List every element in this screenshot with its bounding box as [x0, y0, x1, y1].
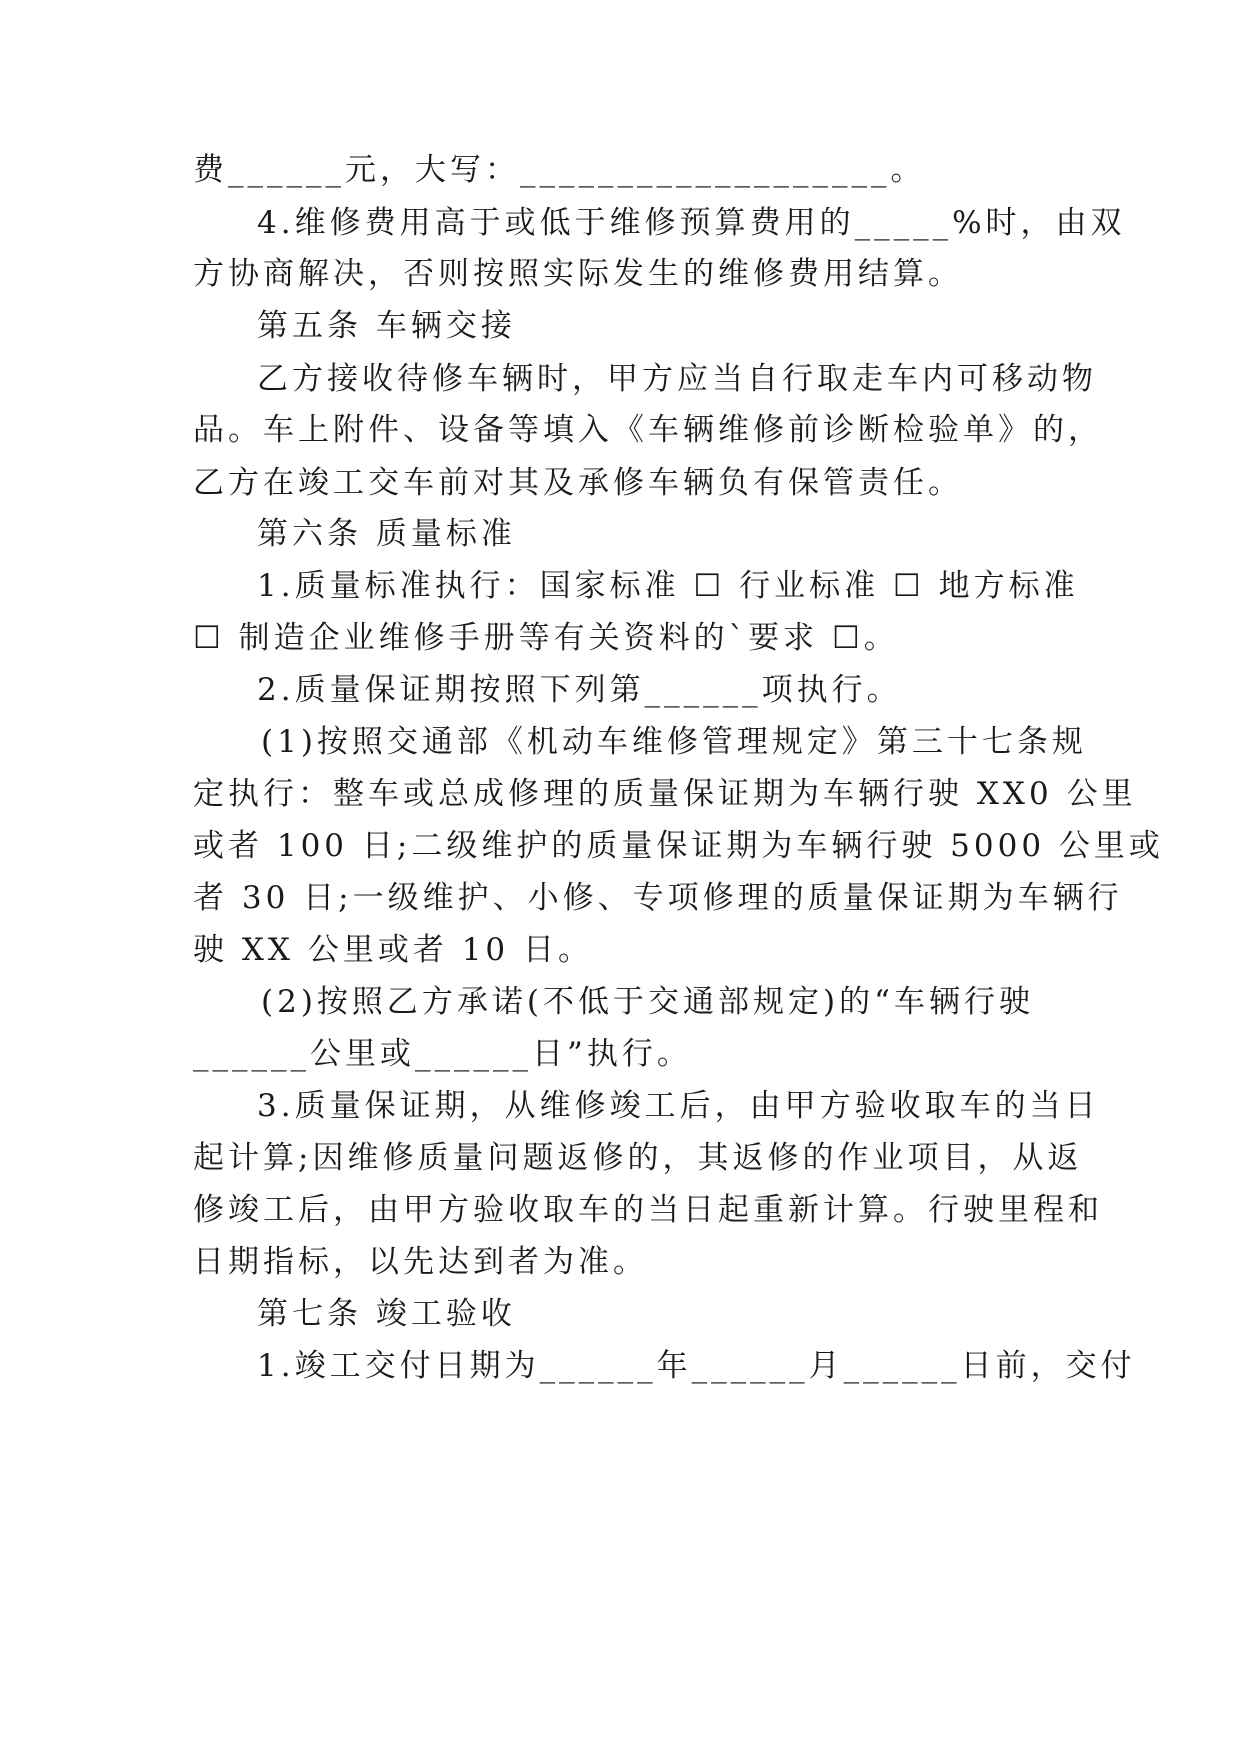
text-line: 2.质量保证期按照下列第______项执行。	[257, 672, 902, 708]
text-line: (2)按照乙方承诺(不低于交通部规定)的“车辆行驶	[261, 984, 1034, 1020]
section-heading: 第五条 车辆交接	[257, 308, 516, 344]
text-line: 者 30 日;一级维护、小修、专项修理的质量保证期为车辆行	[193, 880, 1123, 916]
text-line: 修竣工后，由甲方验收取车的当日起重新计算。行驶里程和	[193, 1192, 1103, 1228]
text-line: 品。车上附件、设备等填入《车辆维修前诊断检验单》的，	[193, 412, 1103, 448]
text-line: 4.维修费用高于或低于维修预算费用的_____%时，由双	[257, 205, 1126, 241]
text-line: (1)按照交通部《机动车维修管理规定》第三十七条规	[261, 724, 1087, 760]
text-line: 定执行：整车或总成修理的质量保证期为车辆行驶 XX0 公里	[193, 776, 1137, 812]
text-line: 费______元，大写：___________________。	[193, 152, 926, 188]
text-line: ______公里或______日”执行。	[193, 1036, 692, 1072]
text-line: ☐ 制造企业维修手册等有关资料的`要求 ☐。	[193, 620, 899, 656]
text-line: 3.质量保证期，从维修竣工后，由甲方验收取车的当日	[257, 1088, 1100, 1124]
text-line: 1.竣工交付日期为______年______月______日前，交付	[257, 1348, 1136, 1384]
text-line: 或者 100 日;二级维护的质量保证期为车辆行驶 5000 公里或	[193, 828, 1164, 864]
section-heading: 第七条 竣工验收	[257, 1296, 516, 1332]
text-line: 乙方接收待修车辆时，甲方应当自行取走车内可移动物	[257, 361, 1097, 397]
text-line: 驶 XX 公里或者 10 日。	[193, 932, 594, 968]
section-heading: 第六条 质量标准	[257, 516, 516, 552]
text-line: 1.质量标准执行：国家标准 ☐ 行业标准 ☐ 地方标准	[257, 568, 1079, 604]
text-line: 方协商解决，否则按照实际发生的维修费用结算。	[193, 256, 963, 292]
text-line: 乙方在竣工交车前对其及承修车辆负有保管责任。	[193, 465, 963, 501]
text-line: 起计算;因维修质量问题返修的，其返修的作业项目，从返	[193, 1140, 1083, 1176]
text-line: 日期指标，以先达到者为准。	[193, 1244, 648, 1280]
